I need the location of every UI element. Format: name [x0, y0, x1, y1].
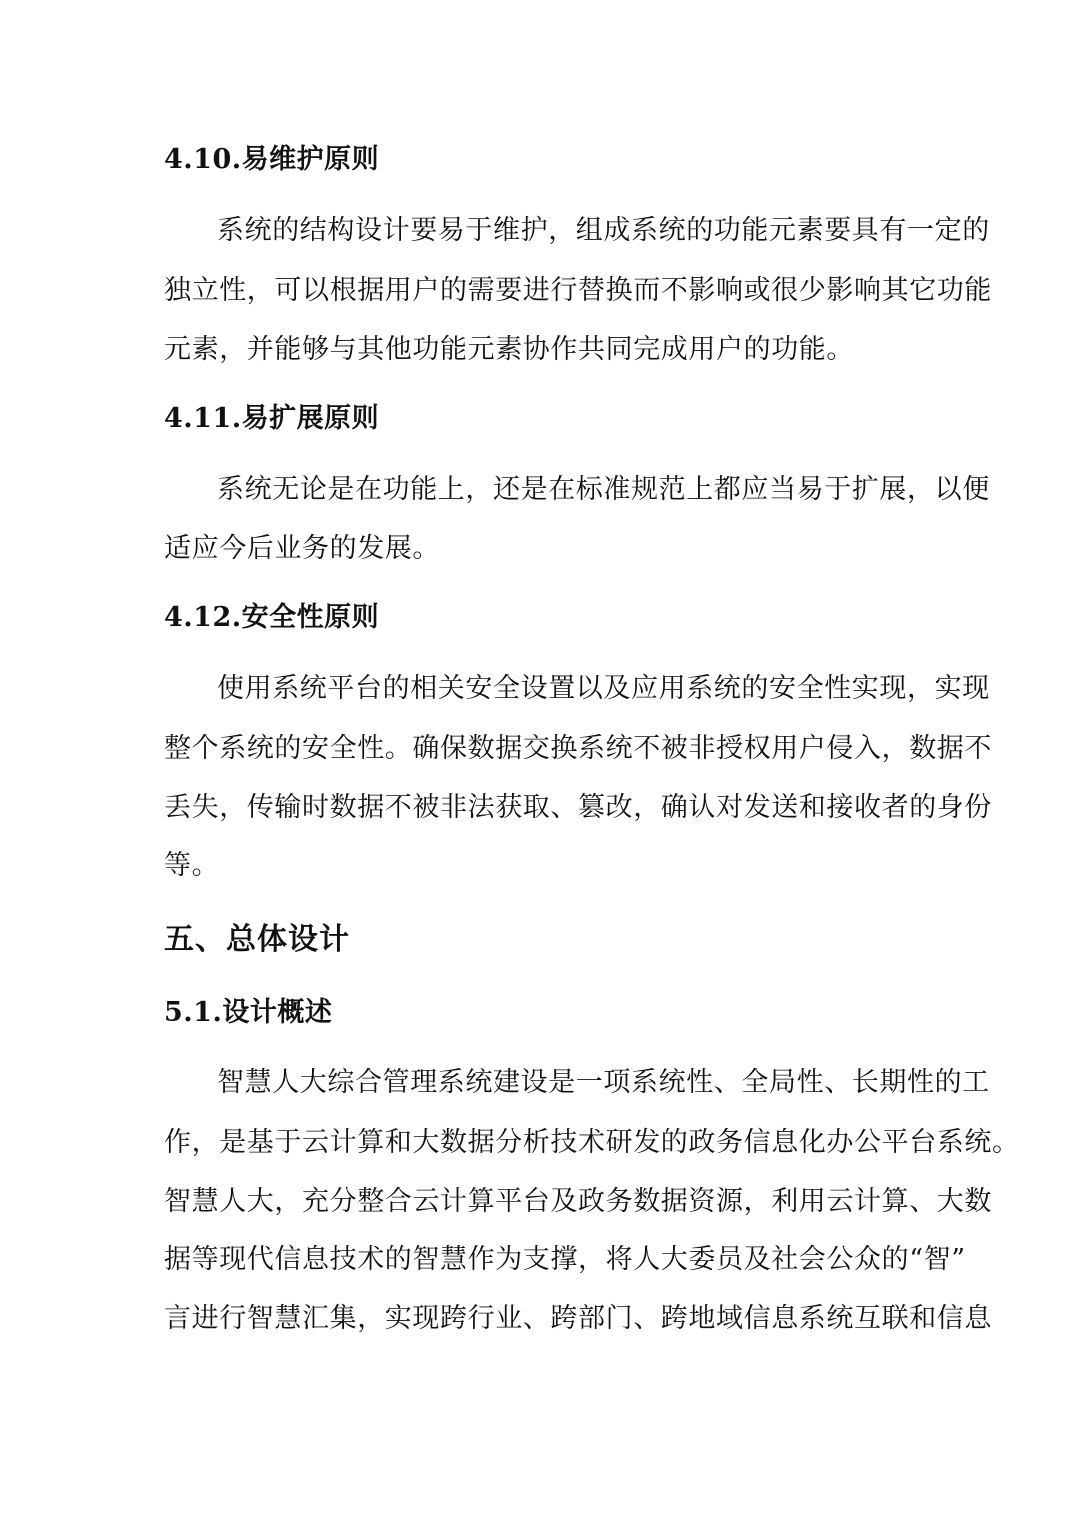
section-heading-4-12: 4.12.安全性原则 [164, 602, 380, 633]
chapter-heading-5: 五、总体设计 [164, 922, 350, 957]
paragraph-line: 智慧人大，充分整合云计算平台及政务数据资源，利用云计算、大数 [164, 1186, 992, 1217]
paragraph-line: 丢失，传输时数据不被非法获取、篡改，确认对发送和接收者的身份 [164, 792, 992, 823]
paragraph-line: 元素，并能够与其他功能元素协作共同完成用户的功能。 [164, 334, 854, 365]
paragraph-line: 等。 [164, 850, 220, 881]
paragraph-line: 整个系统的安全性。确保数据交换系统不被非授权用户侵入，数据不 [164, 733, 992, 764]
paragraph-line: 独立性，可以根据用户的需要进行替换而不影响或很少影响其它功能 [164, 275, 992, 306]
paragraph-line: 据等现代信息技术的智慧作为支撑，将人大委员及社会公众的“智” [164, 1244, 966, 1275]
paragraph-line: 系统无论是在功能上，还是在标准规范上都应当易于扩展，以便 [217, 474, 990, 505]
paragraph-line: 使用系统平台的相关安全设置以及应用系统的安全性实现，实现 [217, 673, 990, 704]
section-heading-4-11: 4.11.易扩展原则 [164, 403, 380, 434]
paragraph-line: 作，是基于云计算和大数据分析技术研发的政务信息化办公平台系统。 [164, 1127, 1020, 1158]
paragraph-line: 适应今后业务的发展。 [164, 533, 440, 564]
section-heading-4-10: 4.10.易维护原则 [164, 144, 380, 175]
paragraph-line: 系统的结构设计要易于维护，组成系统的功能元素要具有一定的 [217, 215, 990, 246]
paragraph-line: 智慧人大综合管理系统建设是一项系统性、全局性、长期性的工 [217, 1067, 990, 1098]
paragraph-line: 言进行智慧汇集，实现跨行业、跨部门、跨地域信息系统互联和信息 [164, 1303, 992, 1334]
section-heading-5-1: 5.1.设计概述 [164, 997, 333, 1028]
